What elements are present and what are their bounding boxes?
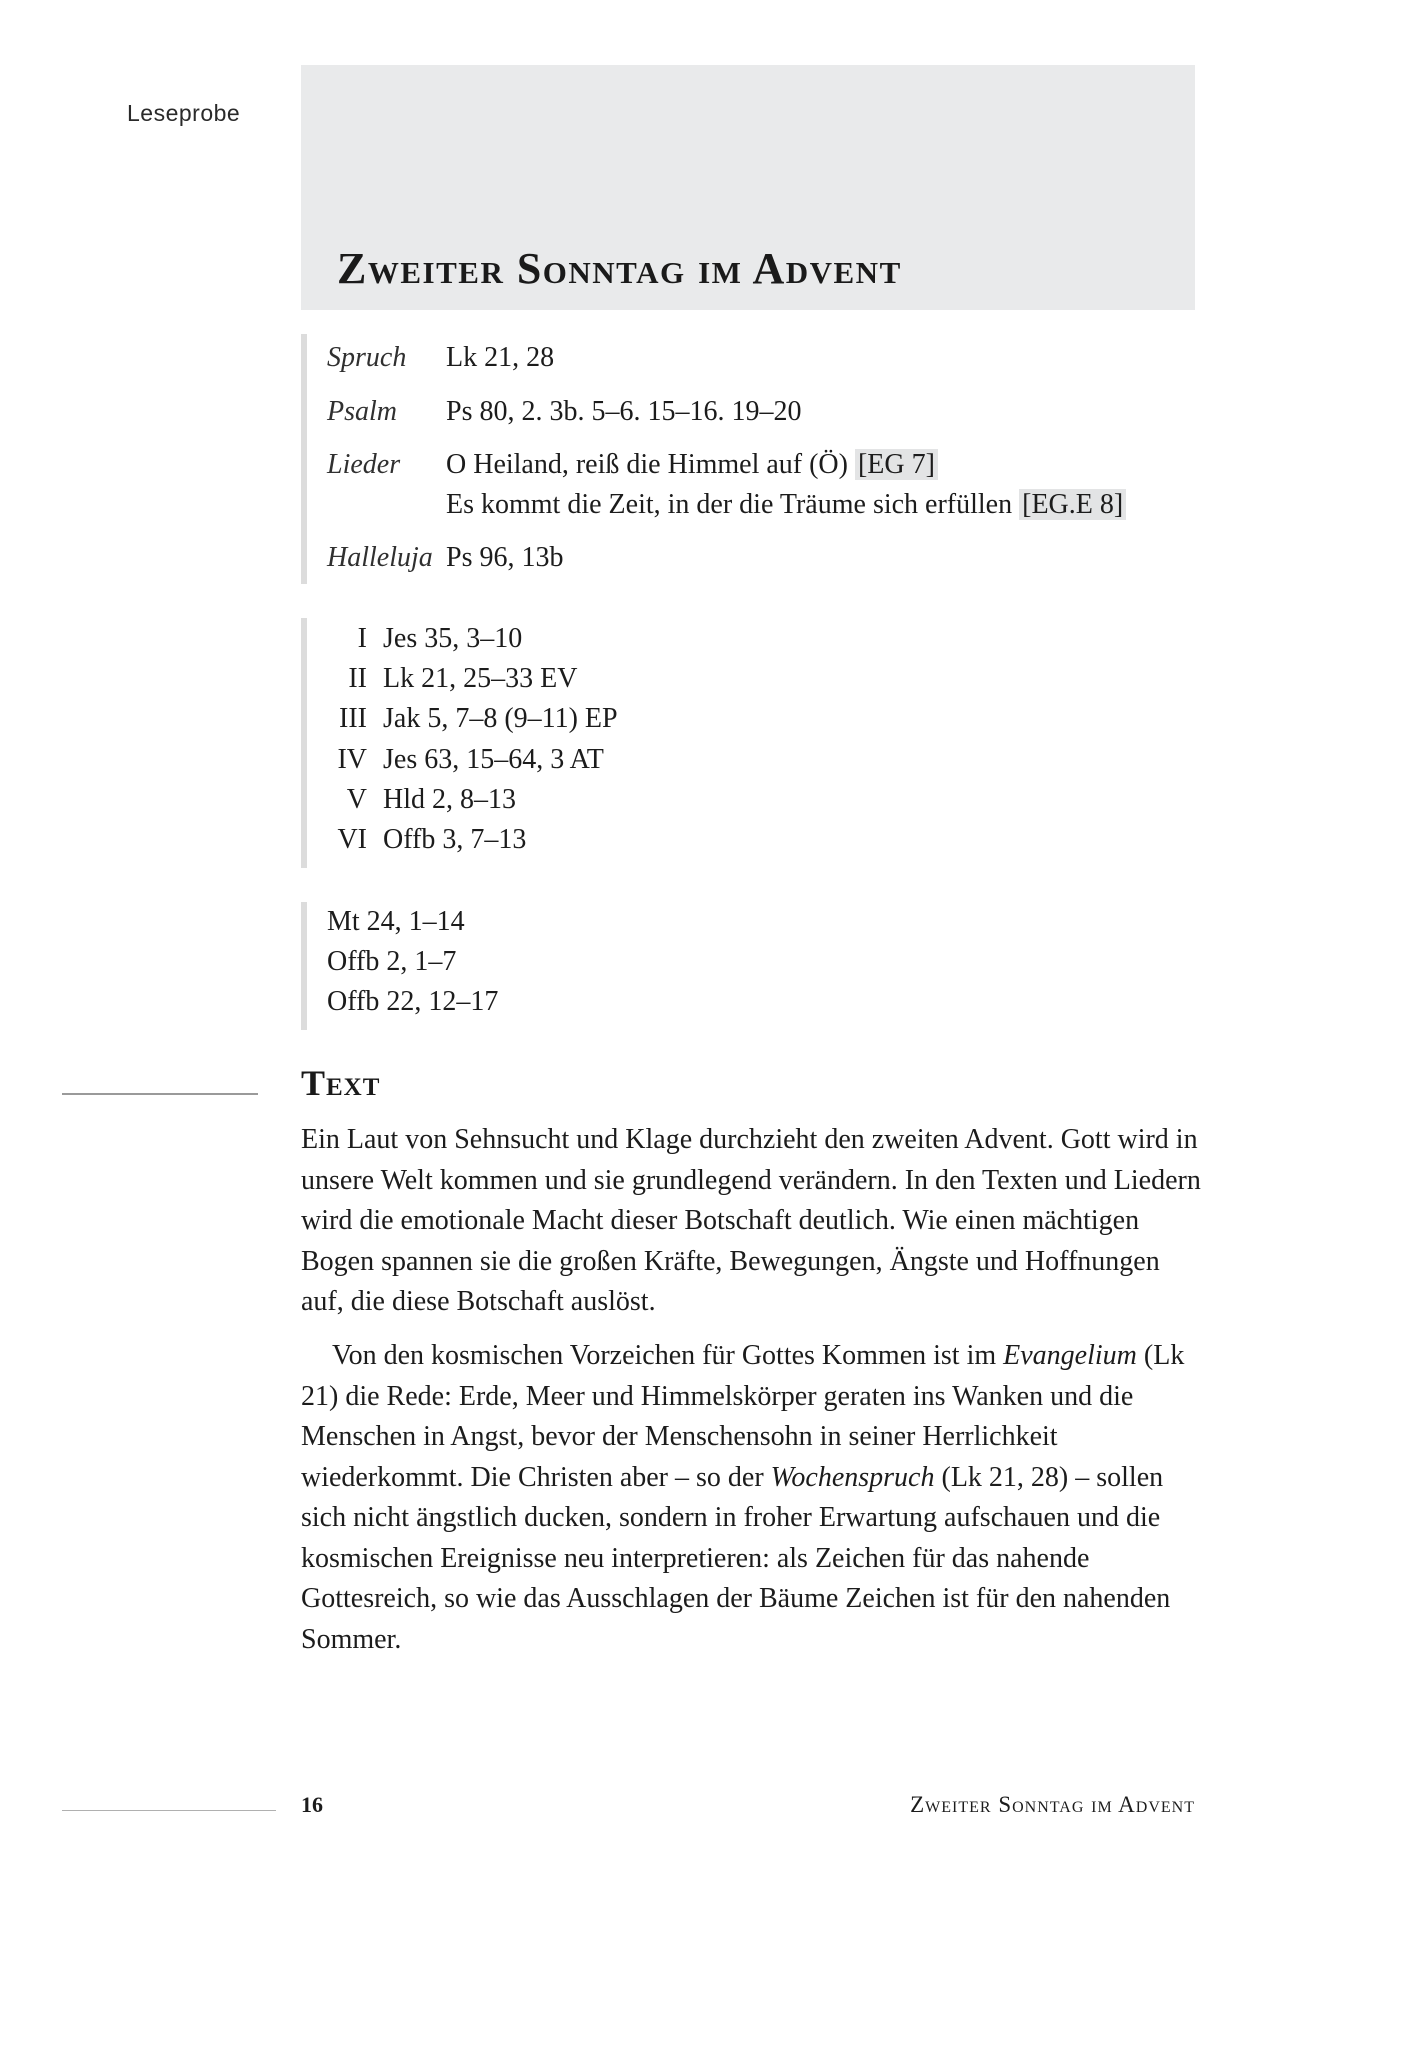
propers-block — [301, 334, 1187, 584]
paragraph-1: Ein Laut von Sehnsucht und Klage durchzieht den zweiten Advent. Gott wird in unsere Welt kommen und sie grundlegend verändern. In den Texten und Liedern wird die emotionale Macht dieser Botschaft deutlich. Wie einen mächtigen Bogen spannen sie die großen Kräfte, Bewegungen, Ängste und Hoffnungen auf, die diese Botschaft auslöst. — [301, 1124, 1201, 1317]
lied-2-text: Es kommt die Zeit, in der die Träume sich erfüllen — [446, 489, 1013, 520]
lieder-label: Lieder — [327, 449, 401, 480]
running-title: Zweiter Sonntag im Advent — [910, 1792, 1195, 1817]
halleluja-label: Halleluja — [327, 542, 433, 573]
section-rule — [62, 1093, 258, 1095]
further-reading: Offb 22, 12–17 — [327, 986, 499, 1017]
page-title: Zweiter Sonntag im Advent — [337, 244, 902, 293]
p2-emphasis-wochenspruch: Wochenspruch — [770, 1461, 935, 1493]
psalm-value: Ps 80, 2. 3b. 5–6. 15–16. 19–20 — [446, 396, 802, 427]
lection-number: IV — [337, 744, 367, 775]
watermark-label: Leseprobe — [127, 100, 241, 126]
psalm-label: Psalm — [327, 396, 397, 427]
lection-text: Jes 35, 3–10 — [383, 623, 523, 654]
lections-block — [301, 618, 807, 868]
further-reading: Offb 2, 1–7 — [327, 946, 457, 977]
lection-number: III — [339, 703, 367, 734]
lection-number: I — [357, 623, 367, 654]
spruch-label: Spruch — [327, 342, 407, 373]
lection-text: Jes 63, 15–64, 3 AT — [383, 744, 604, 775]
p2-part: (Lk 21) die Rede: Erde, Meer und Himmelskörper geraten ins Wanken und die Menschen in Angst, bevor der Menschensohn in seiner Herrlichkeit wiederkommt. Die Christen aber – so der — [301, 1340, 1185, 1493]
lection-number: II — [348, 663, 367, 694]
lection-number: VI — [337, 824, 367, 855]
lection-text: Hld 2, 8–13 — [383, 784, 516, 815]
section-heading: Text — [301, 1063, 381, 1103]
lection-text: Jak 5, 7–8 (9–11) EP — [383, 703, 618, 734]
lection-number: V — [346, 784, 367, 815]
page-number: 16 — [301, 1792, 323, 1817]
further-reading: Mt 24, 1–14 — [327, 906, 465, 937]
spruch-value: Lk 21, 28 — [446, 342, 555, 373]
lection-text: Offb 3, 7–13 — [383, 824, 527, 855]
lection-text: Lk 21, 25–33 EV — [383, 663, 578, 694]
halleluja-value: Ps 96, 13b — [446, 542, 564, 573]
lied-1-text: O Heiland, reiß die Himmel auf (Ö) — [446, 449, 848, 480]
lied-2 — [446, 489, 1126, 521]
title-banner — [301, 65, 1195, 310]
footer-rule — [62, 1810, 276, 1811]
p2-part: Von den kosmischen Vorzeichen für Gottes Kommen ist im — [332, 1340, 1004, 1371]
further-readings-block — [301, 902, 707, 1030]
paragraph-2 — [301, 1336, 1201, 1660]
p2-part: (Lk 21, 28) – sollen sich nicht ängstlich ducken, sondern in froher Erwartung aufschauen und die kosmischen Ereignisse neu interpretieren: als Zeichen für das nahende Gottesreich, so wie das Ausschlagen der Bäume Zeichen ist für den nahenden Sommer. — [301, 1461, 1171, 1655]
lied-2-ref: [EG.E 8] — [1019, 489, 1126, 520]
p2-emphasis-evangelium: Evangelium — [1003, 1340, 1137, 1371]
lied-1-ref: [EG 7] — [855, 449, 938, 480]
lied-1 — [446, 449, 938, 481]
